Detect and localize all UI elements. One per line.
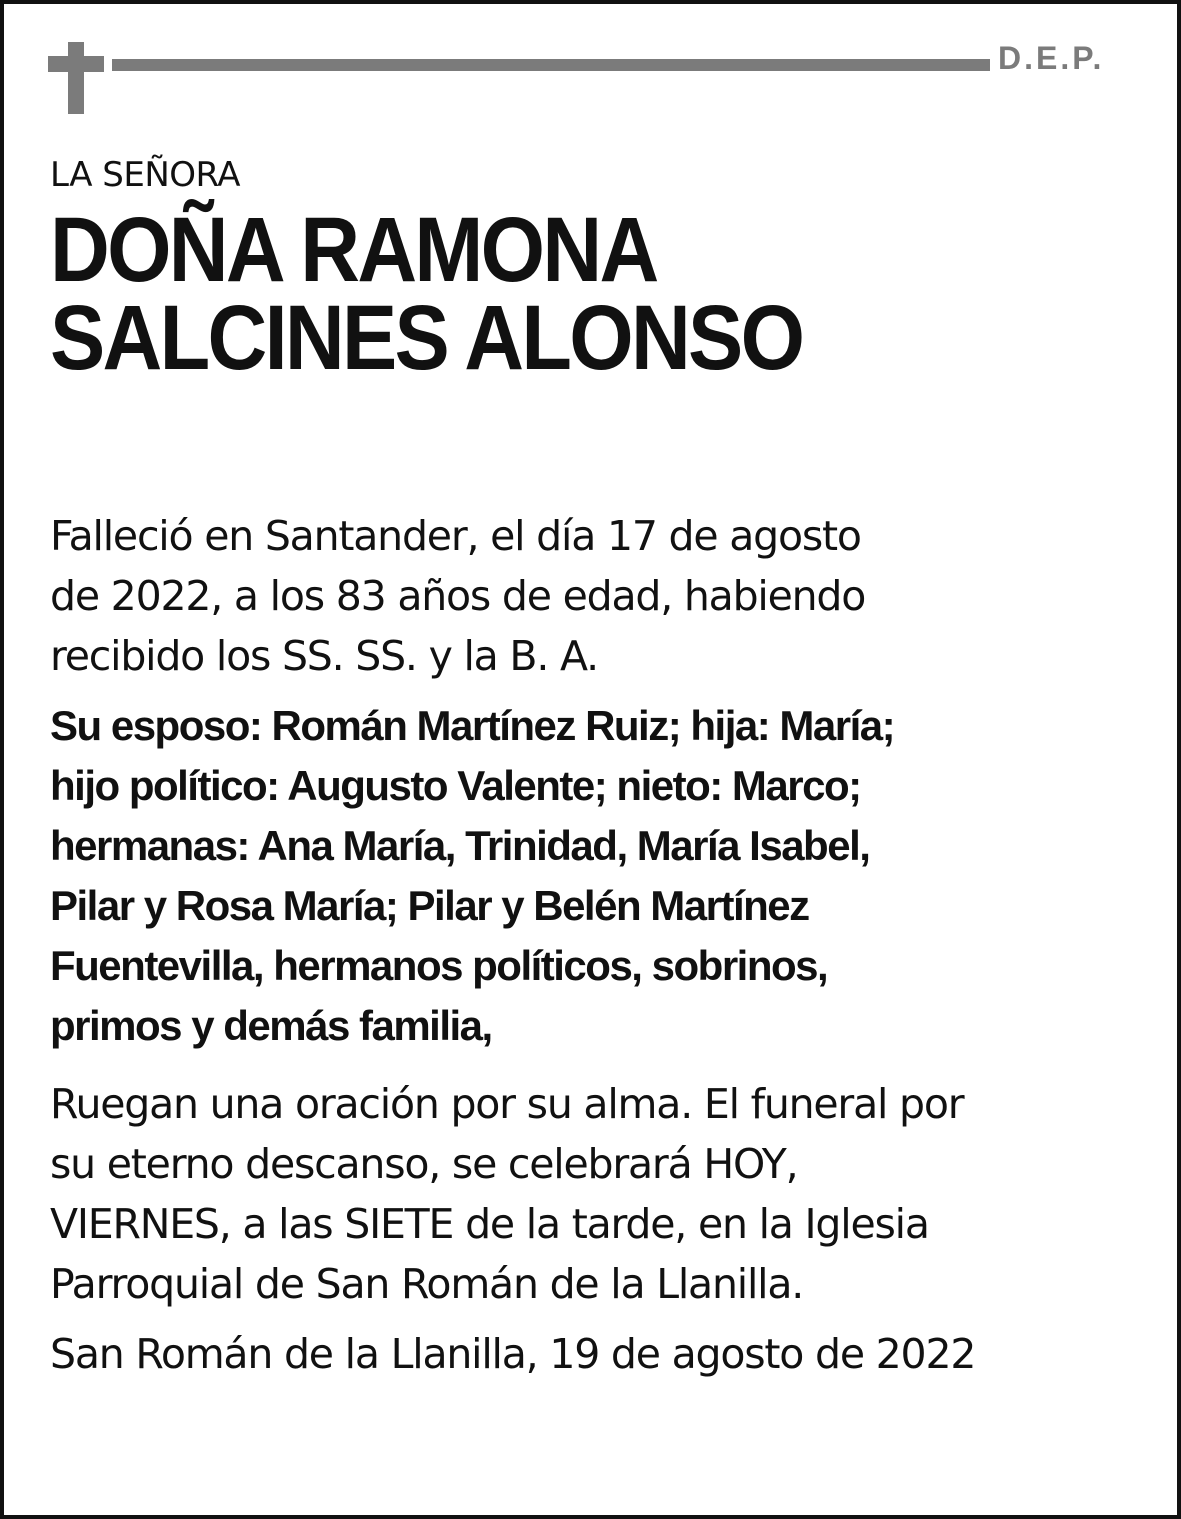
notice-header: [4, 4, 1177, 119]
deceased-name-line-1: DOÑA RAMONA: [50, 199, 657, 301]
dep-label: D.E.P.: [998, 40, 1105, 76]
funeral-announcement: Ruegan una oración por su alma. El funeral por su eterno descanso, se celebrará HOY, VIERNES, a las SIETE de la tarde, en la Iglesia Parroquial de San Román de la Llanilla.: [50, 1080, 964, 1308]
header-rule: [112, 59, 990, 71]
deceased-name-line-2: SALCINES ALONSO: [50, 287, 803, 389]
latin-cross-icon: [48, 42, 104, 114]
family-list: Su esposo: Román Martínez Ruiz; hija: María; hijo político: Augusto Valente; nieto: Marco; hermanas: Ana María, Trinidad, María Isabel, Pilar y Rosa María; Pilar y Belén Martínez Fuentevilla, hermanos políticos, sobrinos, primos y demás familia,: [50, 702, 895, 1049]
notice-body: [50, 150, 1140, 1384]
death-notice-text: Falleció en Santander, el día 17 de agosto de 2022, a los 83 años de edad, habiendo recibido los SS. SS. y la B. A.: [50, 512, 866, 680]
place-and-date: San Román de la Llanilla, 19 de agosto de 2022: [50, 1330, 976, 1378]
deceased-name: [50, 199, 1140, 506]
honorific: LA SEÑORA: [50, 155, 241, 195]
